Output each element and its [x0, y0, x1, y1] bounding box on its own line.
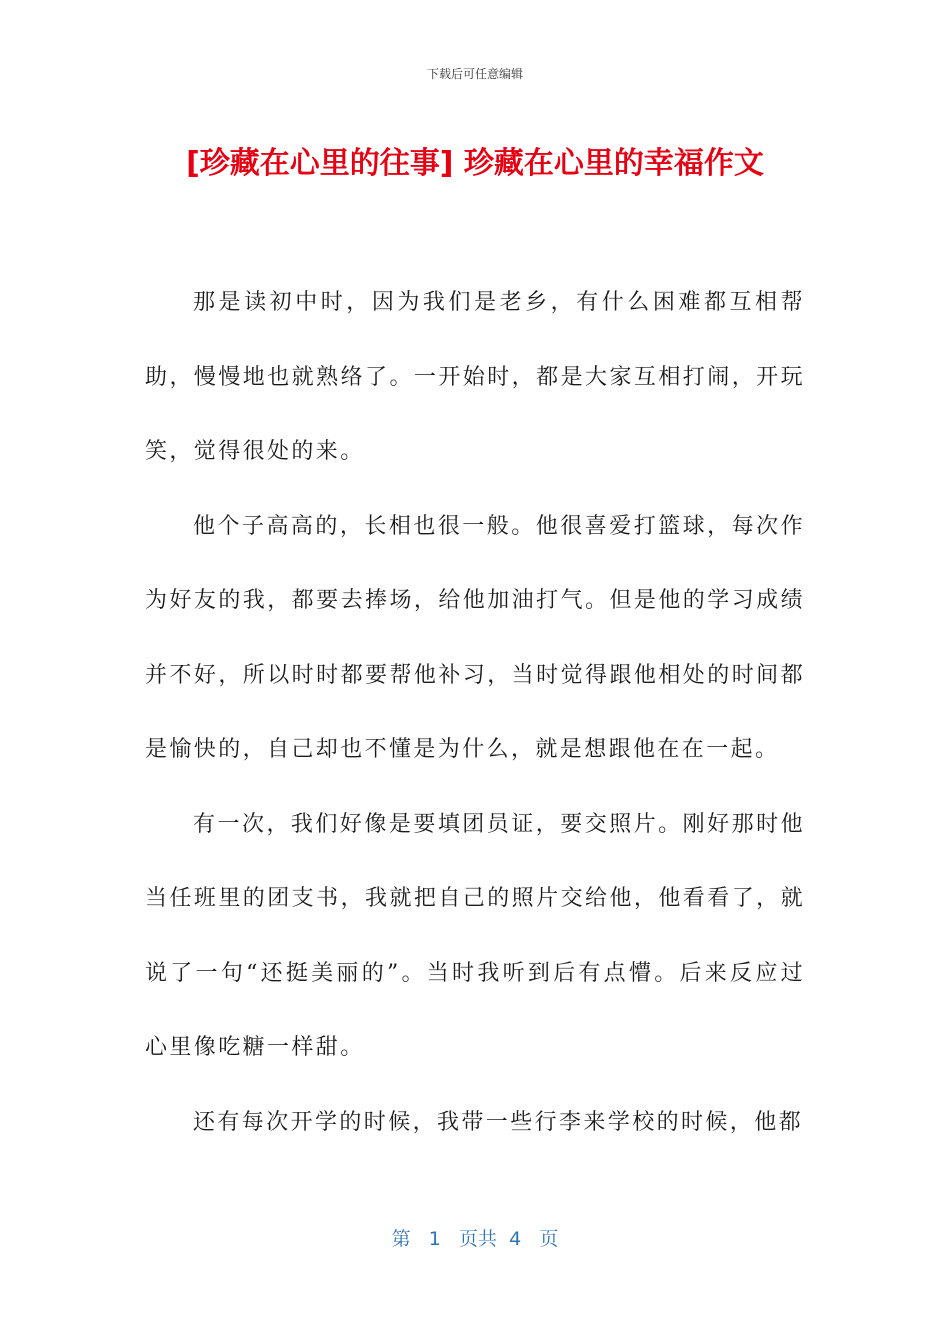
paragraph-2: 他个子高高的，长相也很一般。他很喜爱打篮球，每次作为好友的我，都要去捧场，给他加油打气。但是他的学习成绩并不好，所以时时都要帮他补习，当时觉得跟他相处的时间都是愉快的，自己却也不懂是为什么，就是想跟他在在一起。: [145, 513, 805, 762]
footer-middle: 页共: [459, 1228, 498, 1250]
paragraph-4: 还有每次开学的时候，我带一些行李来学校的时候，他都: [193, 1109, 804, 1135]
page-footer: [0, 1226, 950, 1252]
current-page-number: 1: [428, 1228, 441, 1250]
document-body: [145, 266, 805, 1160]
total-page-count: 4: [509, 1228, 522, 1250]
paragraph-1: 那是读初中时，因为我们是老乡，有什么困难都互相帮助，慢慢地也就熟络了。一开始时，都是大家互相打闹，开玩笑，觉得很处的来。: [145, 290, 805, 464]
footer-suffix: 页: [539, 1228, 559, 1250]
paragraph-3: 有一次，我们好像是要填团员证，要交照片。刚好那时他当任班里的团支书，我就把自己的照片交给他，他看看了，就说了一句“还挺美丽的”。当时我听到后有点懵。后来反应过心里像吃糖一样甜。: [145, 811, 805, 1060]
document-title: [珍藏在心里的往事] 珍藏在心里的幸福作文: [186, 146, 764, 181]
footer-prefix: 第: [391, 1228, 411, 1250]
page-header-note: 下载后可任意编辑: [426, 67, 523, 81]
